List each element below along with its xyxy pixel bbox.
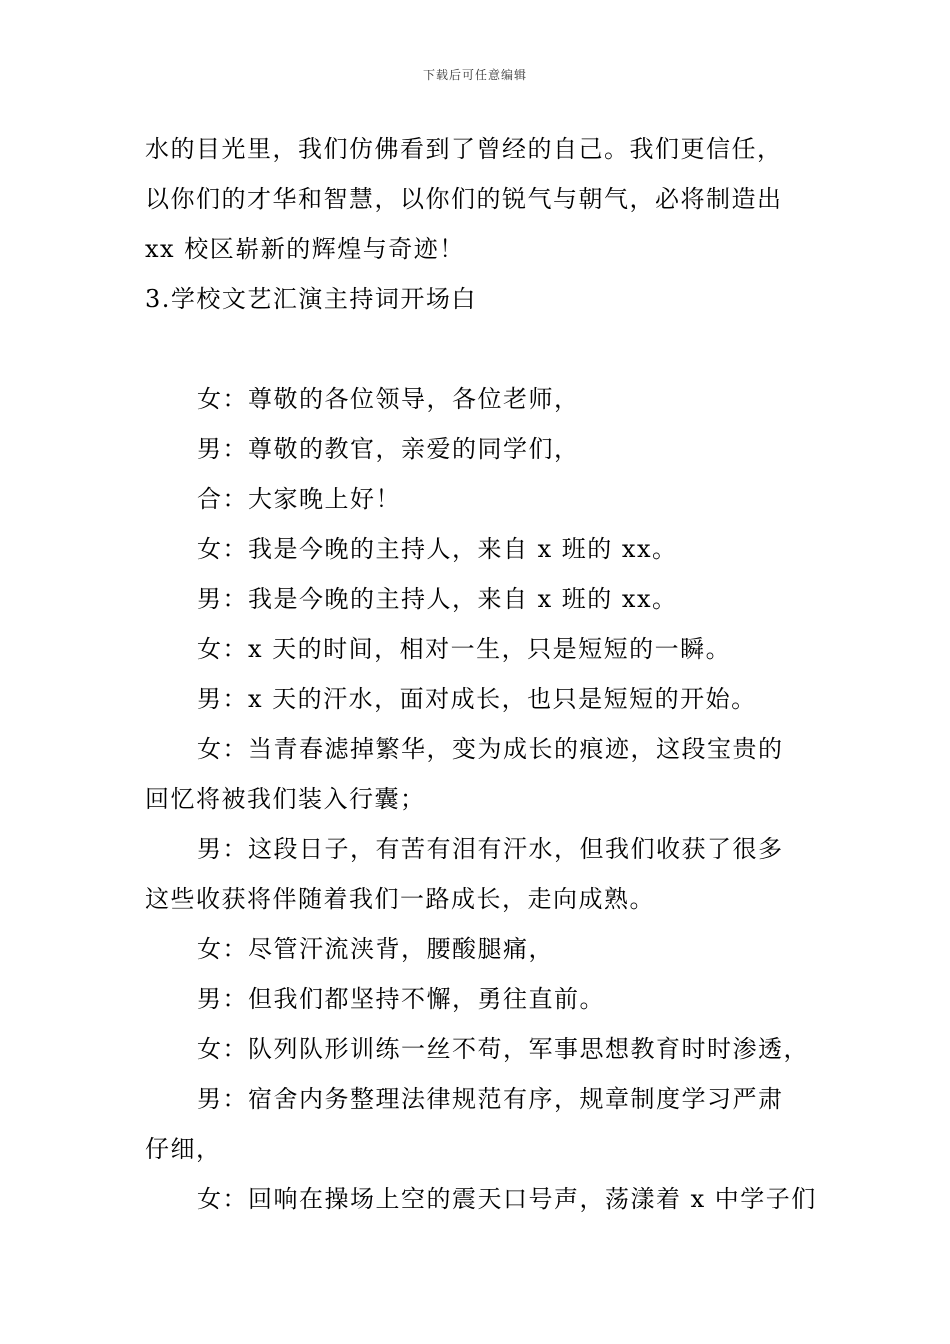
text-line: 女：当青春滤掉繁华，变为成长的痕迹，这段宝贵的 [197, 735, 784, 763]
text-line: 男：x 天的汗水，面对成长，也只是短短的开始。 [197, 685, 757, 713]
text-line: 男：我是今晚的主持人，来自 x 班的 xx。 [197, 585, 678, 613]
text-line: 这些收获将伴随着我们一路成长，走向成熟。 [145, 885, 655, 913]
text-line: 合：大家晚上好！ [197, 485, 401, 513]
text-line: 男：宿舍内务整理法律规范有序，规章制度学习严肃 [197, 1085, 784, 1113]
text-line: 女：x 天的时间，相对一生，只是短短的一瞬。 [197, 635, 732, 663]
text-line: 女：尊敬的各位领导，各位老师， [197, 385, 580, 413]
section-heading: 3.学校文艺汇演主持词开场白 [145, 285, 477, 313]
text-line: 男：但我们都坚持不懈，勇往直前。 [197, 985, 605, 1013]
text-line: 女：队列队形训练一丝不苟，军事思想教育时时渗透， [197, 1035, 809, 1063]
text-line: 女：我是今晚的主持人，来自 x 班的 xx。 [197, 535, 678, 563]
text-line: 回忆将被我们装入行囊； [145, 785, 426, 813]
document-body [145, 124, 817, 1224]
text-line: xx 校区崭新的辉煌与奇迹！ [145, 235, 465, 263]
text-line: 男：这段日子，有苦有泪有汗水，但我们收获了很多 [197, 835, 784, 863]
text-line: 水的目光里，我们仿佛看到了曾经的自己。我们更信任， [145, 135, 783, 163]
page-header: 下载后可任意编辑 [422, 68, 527, 82]
text-line: 以你们的才华和智慧，以你们的锐气与朝气，必将制造出 [145, 185, 783, 213]
text-line: 仔细， [145, 1135, 222, 1163]
text-line: 男：尊敬的教官，亲爱的同学们， [197, 435, 580, 463]
text-line: 女：尽管汗流浃背，腰酸腿痛， [197, 935, 554, 963]
blank-line [145, 324, 809, 374]
text-line: 女：回响在操场上空的震天口号声，荡漾着 x 中学子们 [197, 1185, 817, 1213]
